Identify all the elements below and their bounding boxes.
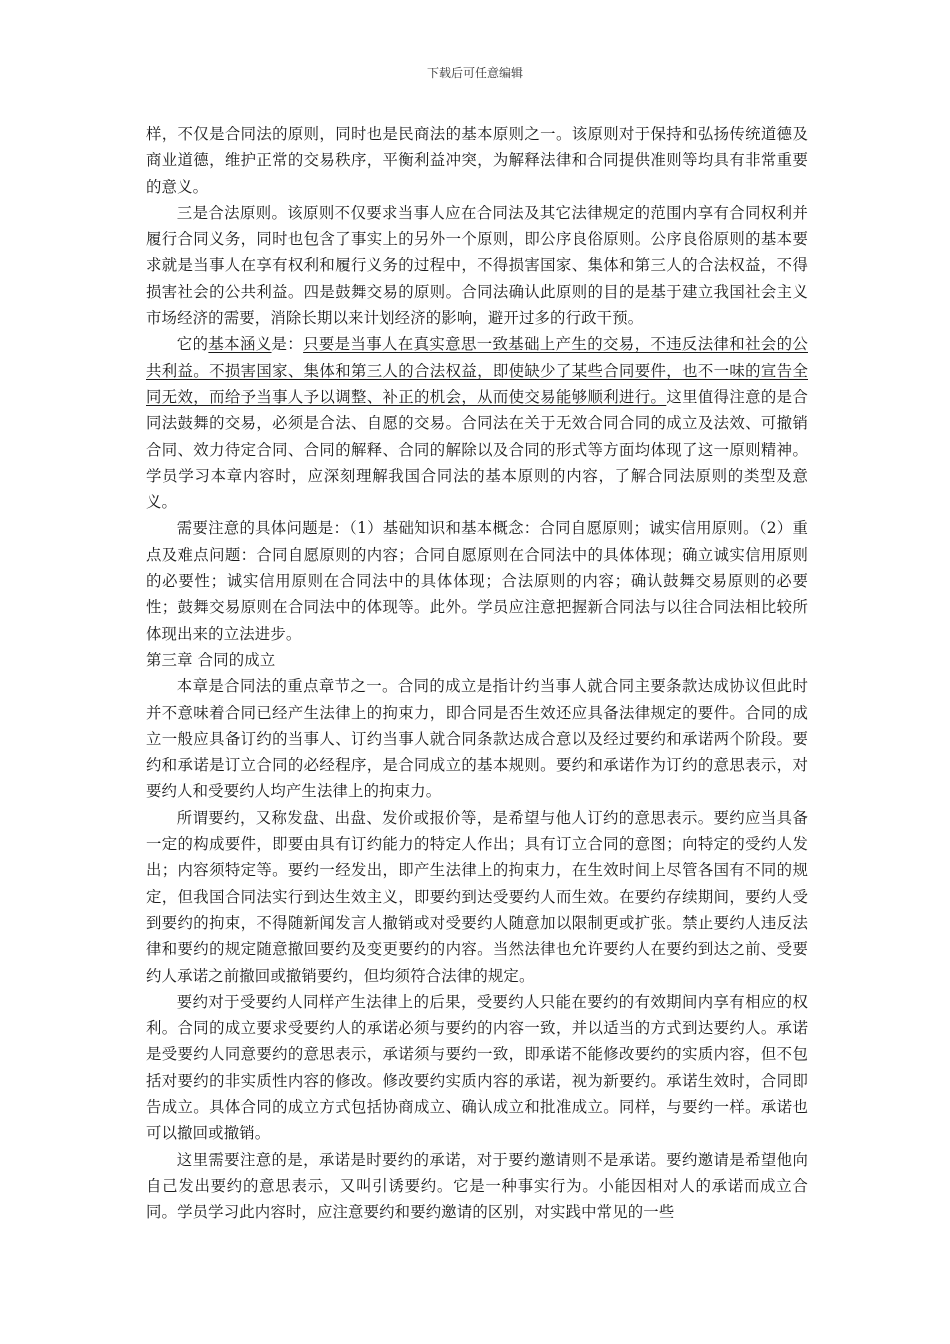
paragraph-invitation-to-offer: 这里需要注意的是，承诺是时要约的承诺，对于要约邀请则不是承诺。要约邀请是希望他向自己发出要约的意思表示，又叫引诱要约。它是一种事实行为。小能因相对人的承诺而成立合同。学员学习此内容时，应注意要约和要约邀请的区别，对实践中常见的一些 [146,1150,808,1222]
paragraph-legality-principle: 三是合法原则。该原则不仅要求当事人应在合同法及其它法律规定的范围内享有合同权利并履行合同义务，同时也包含了事实上的另外一个原则，即公序良俗原则。公序良俗原则的基本要求就是当事人在享有权利和履行义务的过程中，不得损害国家、集体和第三人的合法权益，不得损害社会的公共利益。四是鼓舞交易的原则。合同法确认此原则的目的是基于建立我国社会主义市场经济的需要，消除长期以来计划经济的影响，避开过多的行政干预。 [146,203,808,328]
basic-meaning-term: 基本涵义 [208,335,272,354]
basic-meaning-underlined: 只要是当事人在真实意思一致基础上产生的交易，不违反法律和社会的公共利益。不损害国家、集体和第三人的合法权益，即使缺少了某些合同要件，也不一味的宣告全同无效，而给予当事人予以调整、补正的机会，从而使交易能够顺利进行。 [146,335,808,406]
basic-meaning-colon: 是： [271,335,304,354]
basic-meaning-lead: 它的 [176,335,209,354]
paragraph-acceptance: 要约对于受要约人同样产生法律上的后果，受要约人只能在要约的有效期间内享有相应的权利。合同的成立要求受要约人的承诺必须与要约的内容一致，并以适当的方式到达要约人。承诺是受要约人同意要约的意思表示，承诺须与要约一致，即承诺不能修改要约的实质内容，但不包括对要约的非实质性内容的修改。修改要约实质内容的承诺，视为新要约。承诺生效时，合同即告成立。具体合同的成立方式包括协商成立、确认成立和批准成立。同样，与要约一样。承诺也可以撤回或撤销。 [146,992,808,1143]
paragraph-basic-meaning [146,331,808,515]
page-header: 下载后可任意编辑 [426,66,523,80]
paragraph-offer: 所谓要约，又称发盘、出盘、发价或报价等，是希望与他人订约的意思表示。要约应当具备一定的构成要件，即要由具有订约能力的特定人作出；具有订立合同的意图；向特定的受约人发出；内容须特定等。要约一经发出，即产生法律上的拘束力，在生效时间上尽管各国有不同的规定，但我国合同法实行到达生效主义，即要约到达受要约人而生效。在要约存续期间，要约人受到要约的拘束，不得随新闻发言人撤销或对受要约人随意加以限制更或扩张。禁止要约人违反法律和要约的规定随意撤回要约及变更要约的内容。当然法律也允许要约人在要约到达之前、受要约人承诺之前撤回或撤销要约，但均须符合法律的规定。 [146,808,808,985]
basic-meaning-rest: 这里值得注意的是合同法鼓舞的交易，必须是合法、自愿的交易。合同法在关于无效合同合同的成立及法效、可撤销合同、效力待定合同、合同的解释、合同的解除以及合同的形式等方面均体现了这一原则精神。学员学习本章内容时，应深刻理解我国合同法的基本原则的内容，了解合同法原则的类型及意义。 [146,387,808,512]
paragraph-chapter-intro: 本章是合同法的重点章节之一。合同的成立是指计约当事人就合同主要条款达成协议但此时并不意味着合同已经产生法律上的拘束力，即合同是否生效还应具备法律规定的要件。合同的成立一般应具备订约的当事人、订约当事人就合同条款达成合意以及经过要约和承诺两个阶段。要约和承诺是订立合同的必经程序，是合同成立的基本规则。要约和承诺作为订约的意思表示，对要约人和受要约人均产生法律上的拘束力。 [146,677,808,801]
paragraph-key-issues: 需要注意的具体问题是：（1）基础知识和基本概念：合同自愿原则；诚实信用原则。（2）重点及难点问题：合同自愿原则的内容；合同自愿原则在合同法中的具体体现；确立诚实信用原则的必要性；诚实信用原则在合同法中的具体体现；合法原则的内容；确认鼓舞交易原则的必要性；鼓舞交易原则在合同法中的体现等。此外。学员应注意把握新合同法与以往合同法相比较所体现出来的立法进步。 [146,519,808,643]
paragraph-continuation: 样，不仅是合同法的原则，同时也是民商法的基本原则之一。该原则对于保持和弘扬传统道德及商业道德，维护正常的交易秩序，平衡利益冲突，为解释法律和合同提供准则等均具有非常重要的意义。 [146,125,808,196]
document-body [146,121,808,1225]
chapter-heading: 第三章 合同的成立 [146,650,276,669]
